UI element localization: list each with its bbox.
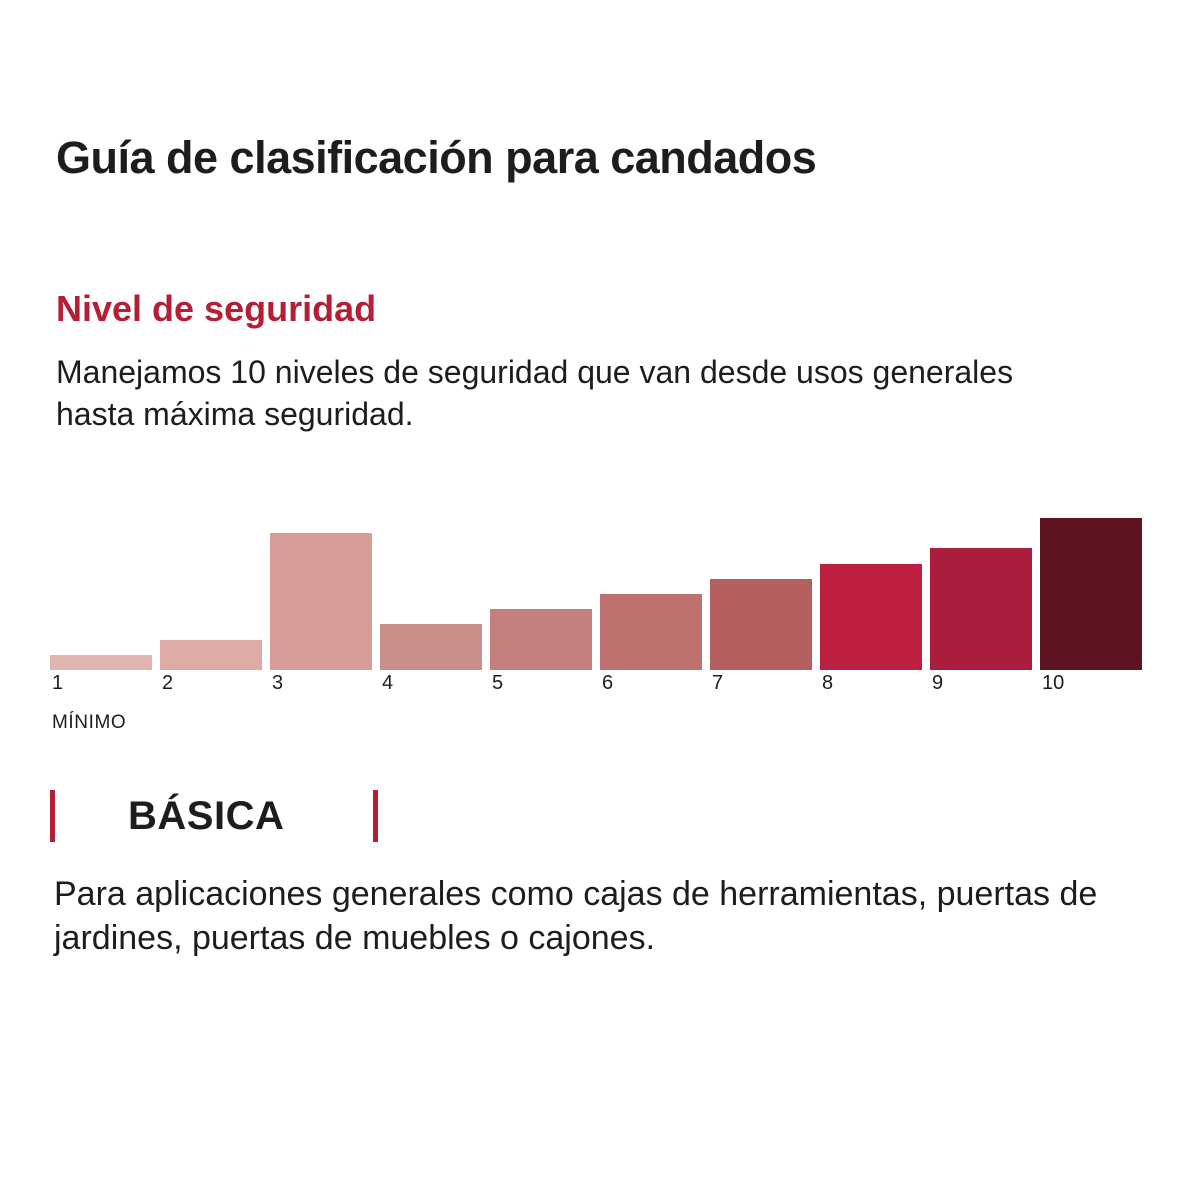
x-axis-tick-labels — [50, 672, 1170, 702]
bar-level-2 — [160, 640, 262, 670]
tick-label-5: 5 — [492, 672, 504, 694]
tick-label-4: 4 — [382, 672, 394, 694]
section-heading: Nivel de seguridad — [56, 288, 377, 329]
tick-label-8: 8 — [822, 672, 834, 694]
tick-label-2: 2 — [162, 672, 174, 694]
tick-label-6: 6 — [602, 672, 614, 694]
bar-level-8 — [820, 564, 922, 670]
badge-rule-right-icon — [373, 790, 378, 842]
bar-level-6 — [600, 594, 702, 670]
bar-level-5 — [490, 609, 592, 670]
tick-label-10: 10 — [1042, 672, 1065, 694]
bar-level-10 — [1040, 518, 1142, 670]
minimum-annotation: MÍNIMO — [52, 712, 127, 733]
page-title: Guía de clasificación para candados — [56, 132, 817, 183]
bar-level-3 — [270, 533, 372, 670]
bar-level-9 — [930, 548, 1032, 670]
bar-level-4 — [380, 624, 482, 670]
section-body-text: Manejamos 10 niveles de seguridad que van desde usos generales hasta máxima seguridad. — [56, 354, 1014, 432]
bar-level-1 — [50, 655, 152, 670]
tick-label-9: 9 — [932, 672, 944, 694]
tick-label-7: 7 — [712, 672, 724, 694]
tick-label-3: 3 — [272, 672, 284, 694]
badge-row — [50, 790, 550, 846]
badge-rule-left-icon — [50, 790, 55, 842]
tick-label-1: 1 — [52, 672, 64, 694]
security-level-bar-chart — [50, 518, 1150, 670]
badge-label: BÁSICA — [128, 794, 285, 838]
badge-description: Para aplicaciones generales como cajas de herramientas, puertas de jardines, puertas de muebles o cajones. — [54, 875, 1098, 958]
bar-group — [50, 518, 1150, 670]
bar-level-7 — [710, 579, 812, 670]
